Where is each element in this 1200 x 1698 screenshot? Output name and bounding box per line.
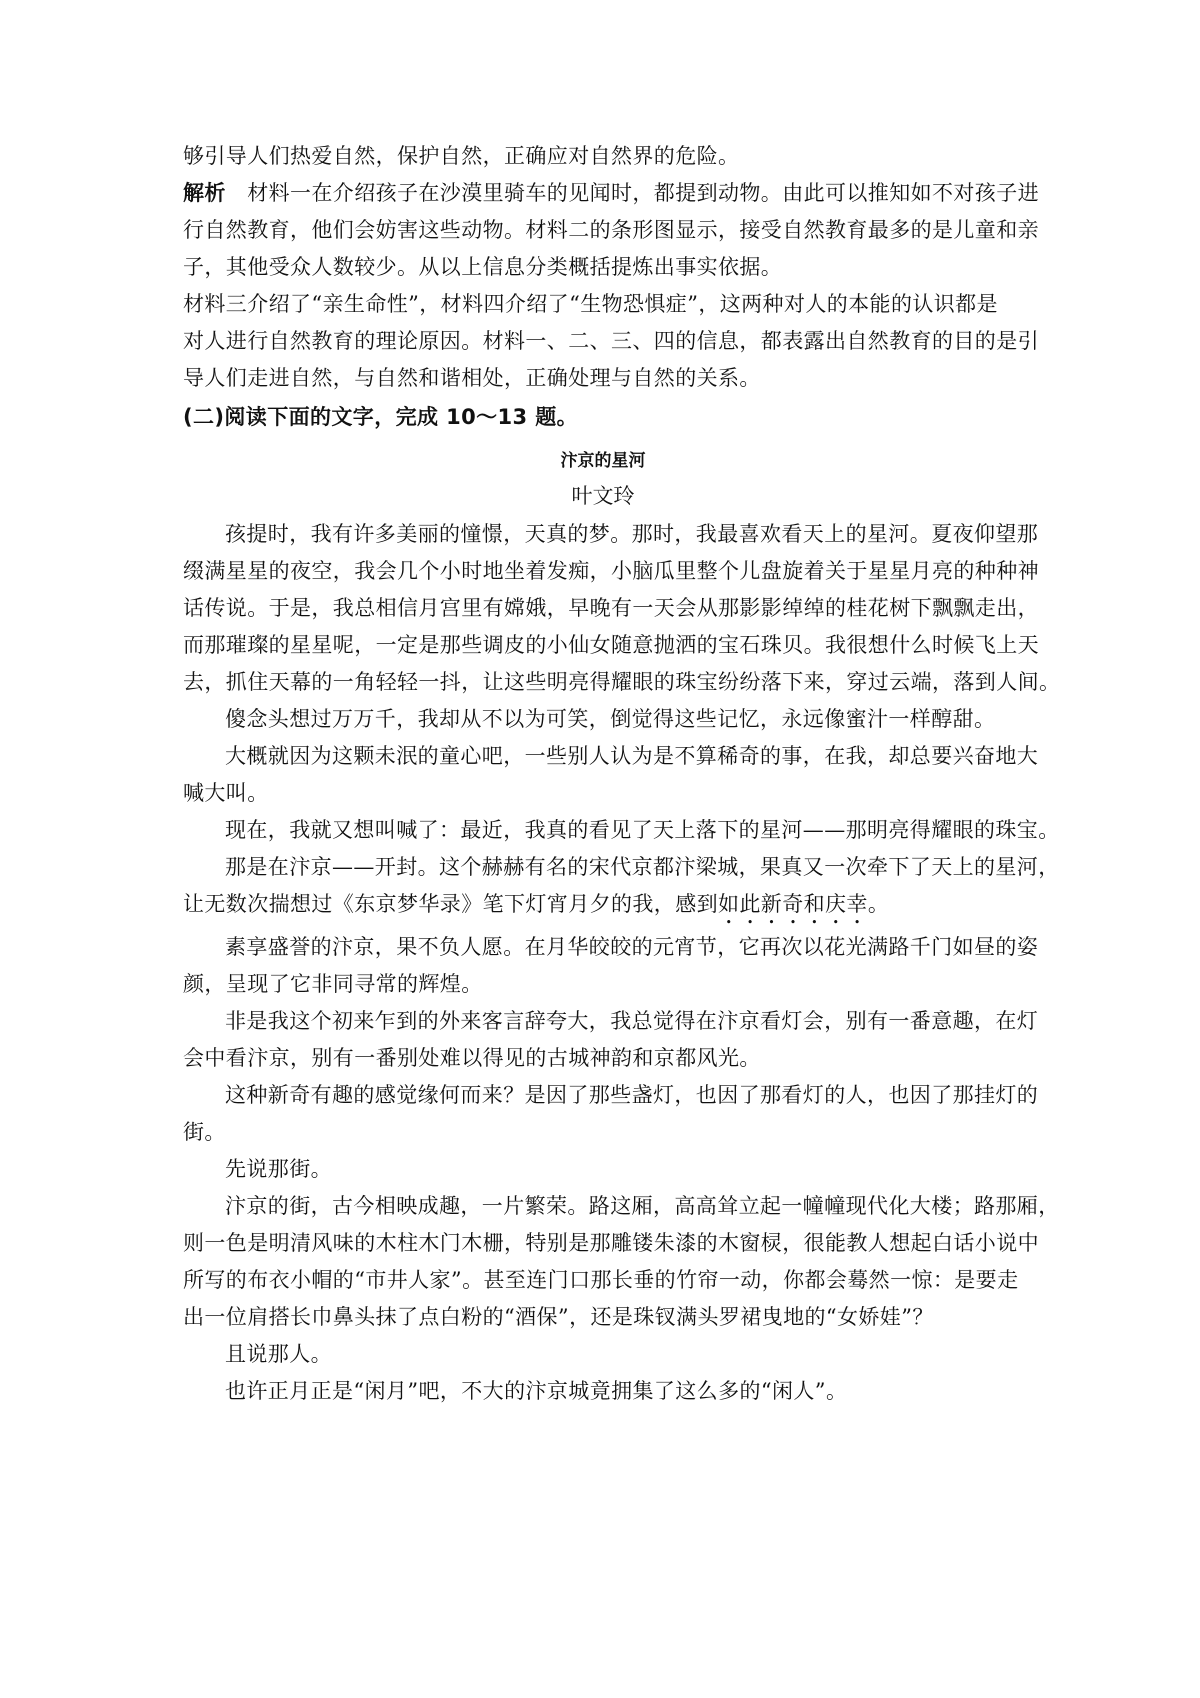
text-line: 出一位肩搭长巾鼻头抹了点白粉的“酒保”，还是珠钗满头罗裙曳地的“女娇娃”？ bbox=[183, 1305, 934, 1329]
text-line: 去，抓住天幕的一角轻轻一抖，让这些明亮得耀眼的珠宝纷纷落下来，穿过云端，落到人间。 bbox=[183, 670, 1061, 694]
article-paragraph-11: 且说那人。 bbox=[225, 1342, 332, 1366]
text-line: 话传说。于是，我总相信月宫里有嫦娥，早晚有一天会从那影影绰绰的桂花树下飘飘走出， bbox=[183, 596, 1039, 620]
intro-line: 够引导人们热爱自然，保护自然，正确应对自然界的危险。 bbox=[183, 144, 740, 168]
text-line: 素享盛誉的汴京，果不负人愿。在月华皎皎的元宵节，它再次以花光满路千门如昼的姿 bbox=[225, 935, 1039, 959]
document-page bbox=[183, 138, 1061, 1410]
text-line: 缀满星星的夜空，我会几个小时地坐着发痴，小脑瓜里整个儿盘旋着关于星星月亮的种种神 bbox=[183, 559, 1039, 583]
analysis-line-3: 子，其他受众人数较少。从以上信息分类概括提炼出事实依据。 bbox=[183, 255, 783, 279]
text-line: 让无数次揣想过《东京梦华录》笔下灯宵月夕的我，感到如此新奇和庆幸。 bbox=[183, 892, 890, 916]
analysis-section bbox=[183, 175, 1040, 397]
text-line: 这种新奇有趣的感觉缘何而来？是因了那些盏灯，也因了那看灯的人，也因了那挂灯的 bbox=[225, 1083, 1039, 1107]
article-paragraph-7 bbox=[183, 1003, 1039, 1077]
text-line: 喊大叫。 bbox=[183, 781, 269, 805]
text-line: 孩提时，我有许多美丽的憧憬，天真的梦。那时，我最喜欢看天上的星河。夏夜仰望那 bbox=[225, 522, 1039, 546]
text-line: 非是我这个初来乍到的外来客言辞夸大，我总觉得在汴京看灯会，别有一番意趣，在灯 bbox=[225, 1009, 1039, 1033]
article-author: 叶文玲 bbox=[571, 484, 635, 508]
article-paragraph-2: 傻念头想过万万千，我却从不以为可笑，倒觉得这些记忆，永远像蜜汁一样醇甜。 bbox=[225, 707, 996, 731]
section-heading: (二)阅读下面的文字，完成 10～13 题。 bbox=[183, 405, 579, 429]
text-line: 那是在汴京——开封。这个赫赫有名的宋代京都汴梁城，果真又一次牵下了天上的星河， bbox=[225, 855, 1060, 879]
article-paragraph-1 bbox=[183, 516, 1061, 701]
text-line: 颜，呈现了它非同寻常的辉煌。 bbox=[183, 972, 483, 996]
article-paragraph-10 bbox=[183, 1188, 1060, 1336]
analysis-line-5: 对人进行自然教育的理论原因。材料一、二、三、四的信息，都表露出自然教育的目的是引 bbox=[183, 329, 1039, 353]
text-line: 所写的布衣小帽的“市井人家”。甚至连门口那长垂的竹帘一动，你都会蓦然一惊：是要走 bbox=[183, 1268, 1019, 1292]
article-paragraph-12: 也许正月正是“闲月”吧，不大的汴京城竟拥集了这么多的“闲人”。 bbox=[225, 1379, 848, 1403]
article-paragraph-8 bbox=[183, 1077, 1039, 1151]
analysis-line-2: 行自然教育，他们会妨害这些动物。材料二的条形图显示，接受自然教育最多的是儿童和亲 bbox=[183, 218, 1039, 242]
text-line: 而那璀璨的星星呢，一定是那些调皮的小仙女随意抛洒的宝石珠贝。我很想什么时候飞上天 bbox=[183, 633, 1039, 657]
article-paragraph-6 bbox=[183, 929, 1039, 1003]
analysis-label: 解析 bbox=[183, 181, 226, 205]
analysis-line-4: 材料三介绍了“亲生命性”，材料四介绍了“生物恐惧症”，这两种对人的本能的认识都是 bbox=[183, 292, 998, 316]
text-line: 汴京的街，古今相映成趣，一片繁荣。路这厢，高高耸立起一幢幢现代化大楼；路那厢， bbox=[225, 1194, 1060, 1218]
text-line: 会中看汴京，别有一番别处难以得见的古城神韵和京都风光。 bbox=[183, 1046, 761, 1070]
analysis-line-1: 解析 材料一在介绍孩子在沙漠里骑车的见闻时，都提到动物。由此可以推知如不对孩子进 bbox=[183, 181, 1040, 205]
article-paragraph-5 bbox=[183, 849, 1060, 929]
analysis-line-6: 导人们走进自然，与自然和谐相处，正确处理与自然的关系。 bbox=[183, 366, 761, 390]
article-title: 汴京的星河 bbox=[560, 451, 646, 471]
text-line: 则一色是明清风味的木柱木门木栅，特别是那雕镂朱漆的木窗棂，很能教人想起白话小说中 bbox=[183, 1231, 1039, 1255]
emphasized-phrase: 如此新奇和庆幸 bbox=[718, 892, 868, 916]
text-line: 大概就因为这颗未泯的童心吧，一些别人认为是不算稀奇的事，在我，却总要兴奋地大 bbox=[225, 744, 1039, 768]
text-line: 街。 bbox=[183, 1120, 226, 1144]
article-paragraph-9: 先说那街。 bbox=[225, 1157, 332, 1181]
article-paragraph-4: 现在，我就又想叫喊了：最近，我真的看见了天上落下的星河——那明亮得耀眼的珠宝。 bbox=[225, 818, 1060, 842]
article-paragraph-3 bbox=[183, 738, 1039, 812]
